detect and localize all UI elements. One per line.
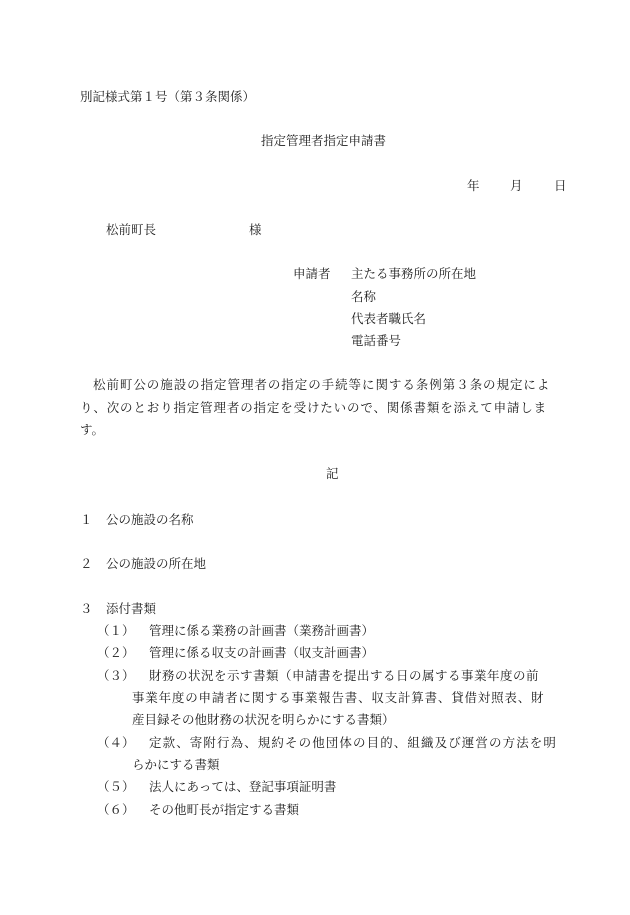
section-number: ３ — [80, 601, 93, 616]
date-month: 月 — [510, 178, 523, 193]
applicant-field-name: 名称 — [351, 289, 377, 304]
attachment-number: （５） — [97, 779, 135, 794]
addressee-honorific: 様 — [249, 222, 262, 237]
attachment-text: 財務の状況を示す書類（申請書を提出する日の属する事業年度の前 — [149, 668, 540, 683]
attachment-text: 法人にあっては、登記事項証明書 — [149, 779, 337, 794]
section-title: 添付書類 — [106, 601, 157, 616]
document-title: 指定管理者指定申請書 — [261, 133, 387, 148]
attachment-text: 定款、寄附行為、規約その他団体の目的、組織及び運営の方法を明 — [149, 735, 558, 750]
attachment-number: （４） — [97, 735, 135, 750]
attachment-text: その他町長が指定する書類 — [149, 802, 300, 817]
applicant-field-phone: 電話番号 — [351, 333, 402, 348]
applicant-field-representative: 代表者職氏名 — [351, 311, 427, 326]
body-line: 松前町公の施設の指定管理者の指定の手続等に関する条例第３条の規定によ — [93, 377, 551, 392]
attachment-number: （６） — [97, 802, 135, 817]
attachment-number: （３） — [97, 668, 135, 683]
section-title: 公の施設の名称 — [106, 512, 194, 527]
body-line: り、次のとおり指定管理者の指定を受けたいので、関係書類を添えて申請しま — [80, 400, 548, 415]
applicant-label: 申請者 — [293, 266, 331, 281]
date-year: 年 — [467, 178, 480, 193]
attachment-text: 管理に係る業務の計画書（業務計画書） — [149, 623, 375, 638]
section-number: ２ — [80, 556, 93, 571]
attachment-text: らかにする書類 — [132, 757, 220, 772]
section-number: １ — [80, 512, 93, 527]
attachment-text: 産目録その他財務の状況を明らかにする書類） — [132, 712, 395, 727]
attachment-text: 管理に係る収支の計画書（収支計画書） — [149, 645, 375, 660]
attachment-text: 事業年度の申請者に関する事業報告書、収支計算書、貸借対照表、財 — [132, 690, 545, 705]
attachment-number: （１） — [97, 623, 135, 638]
attachment-number: （２） — [97, 645, 135, 660]
ki-heading: 記 — [326, 466, 339, 481]
applicant-field-address: 主たる事務所の所在地 — [351, 266, 477, 281]
form-label: 別記様式第１号（第３条関係） — [80, 89, 256, 104]
addressee-name: 松前町長 — [106, 222, 157, 237]
body-line: す。 — [80, 422, 105, 437]
section-title: 公の施設の所在地 — [106, 556, 207, 571]
date-day: 日 — [554, 178, 567, 193]
